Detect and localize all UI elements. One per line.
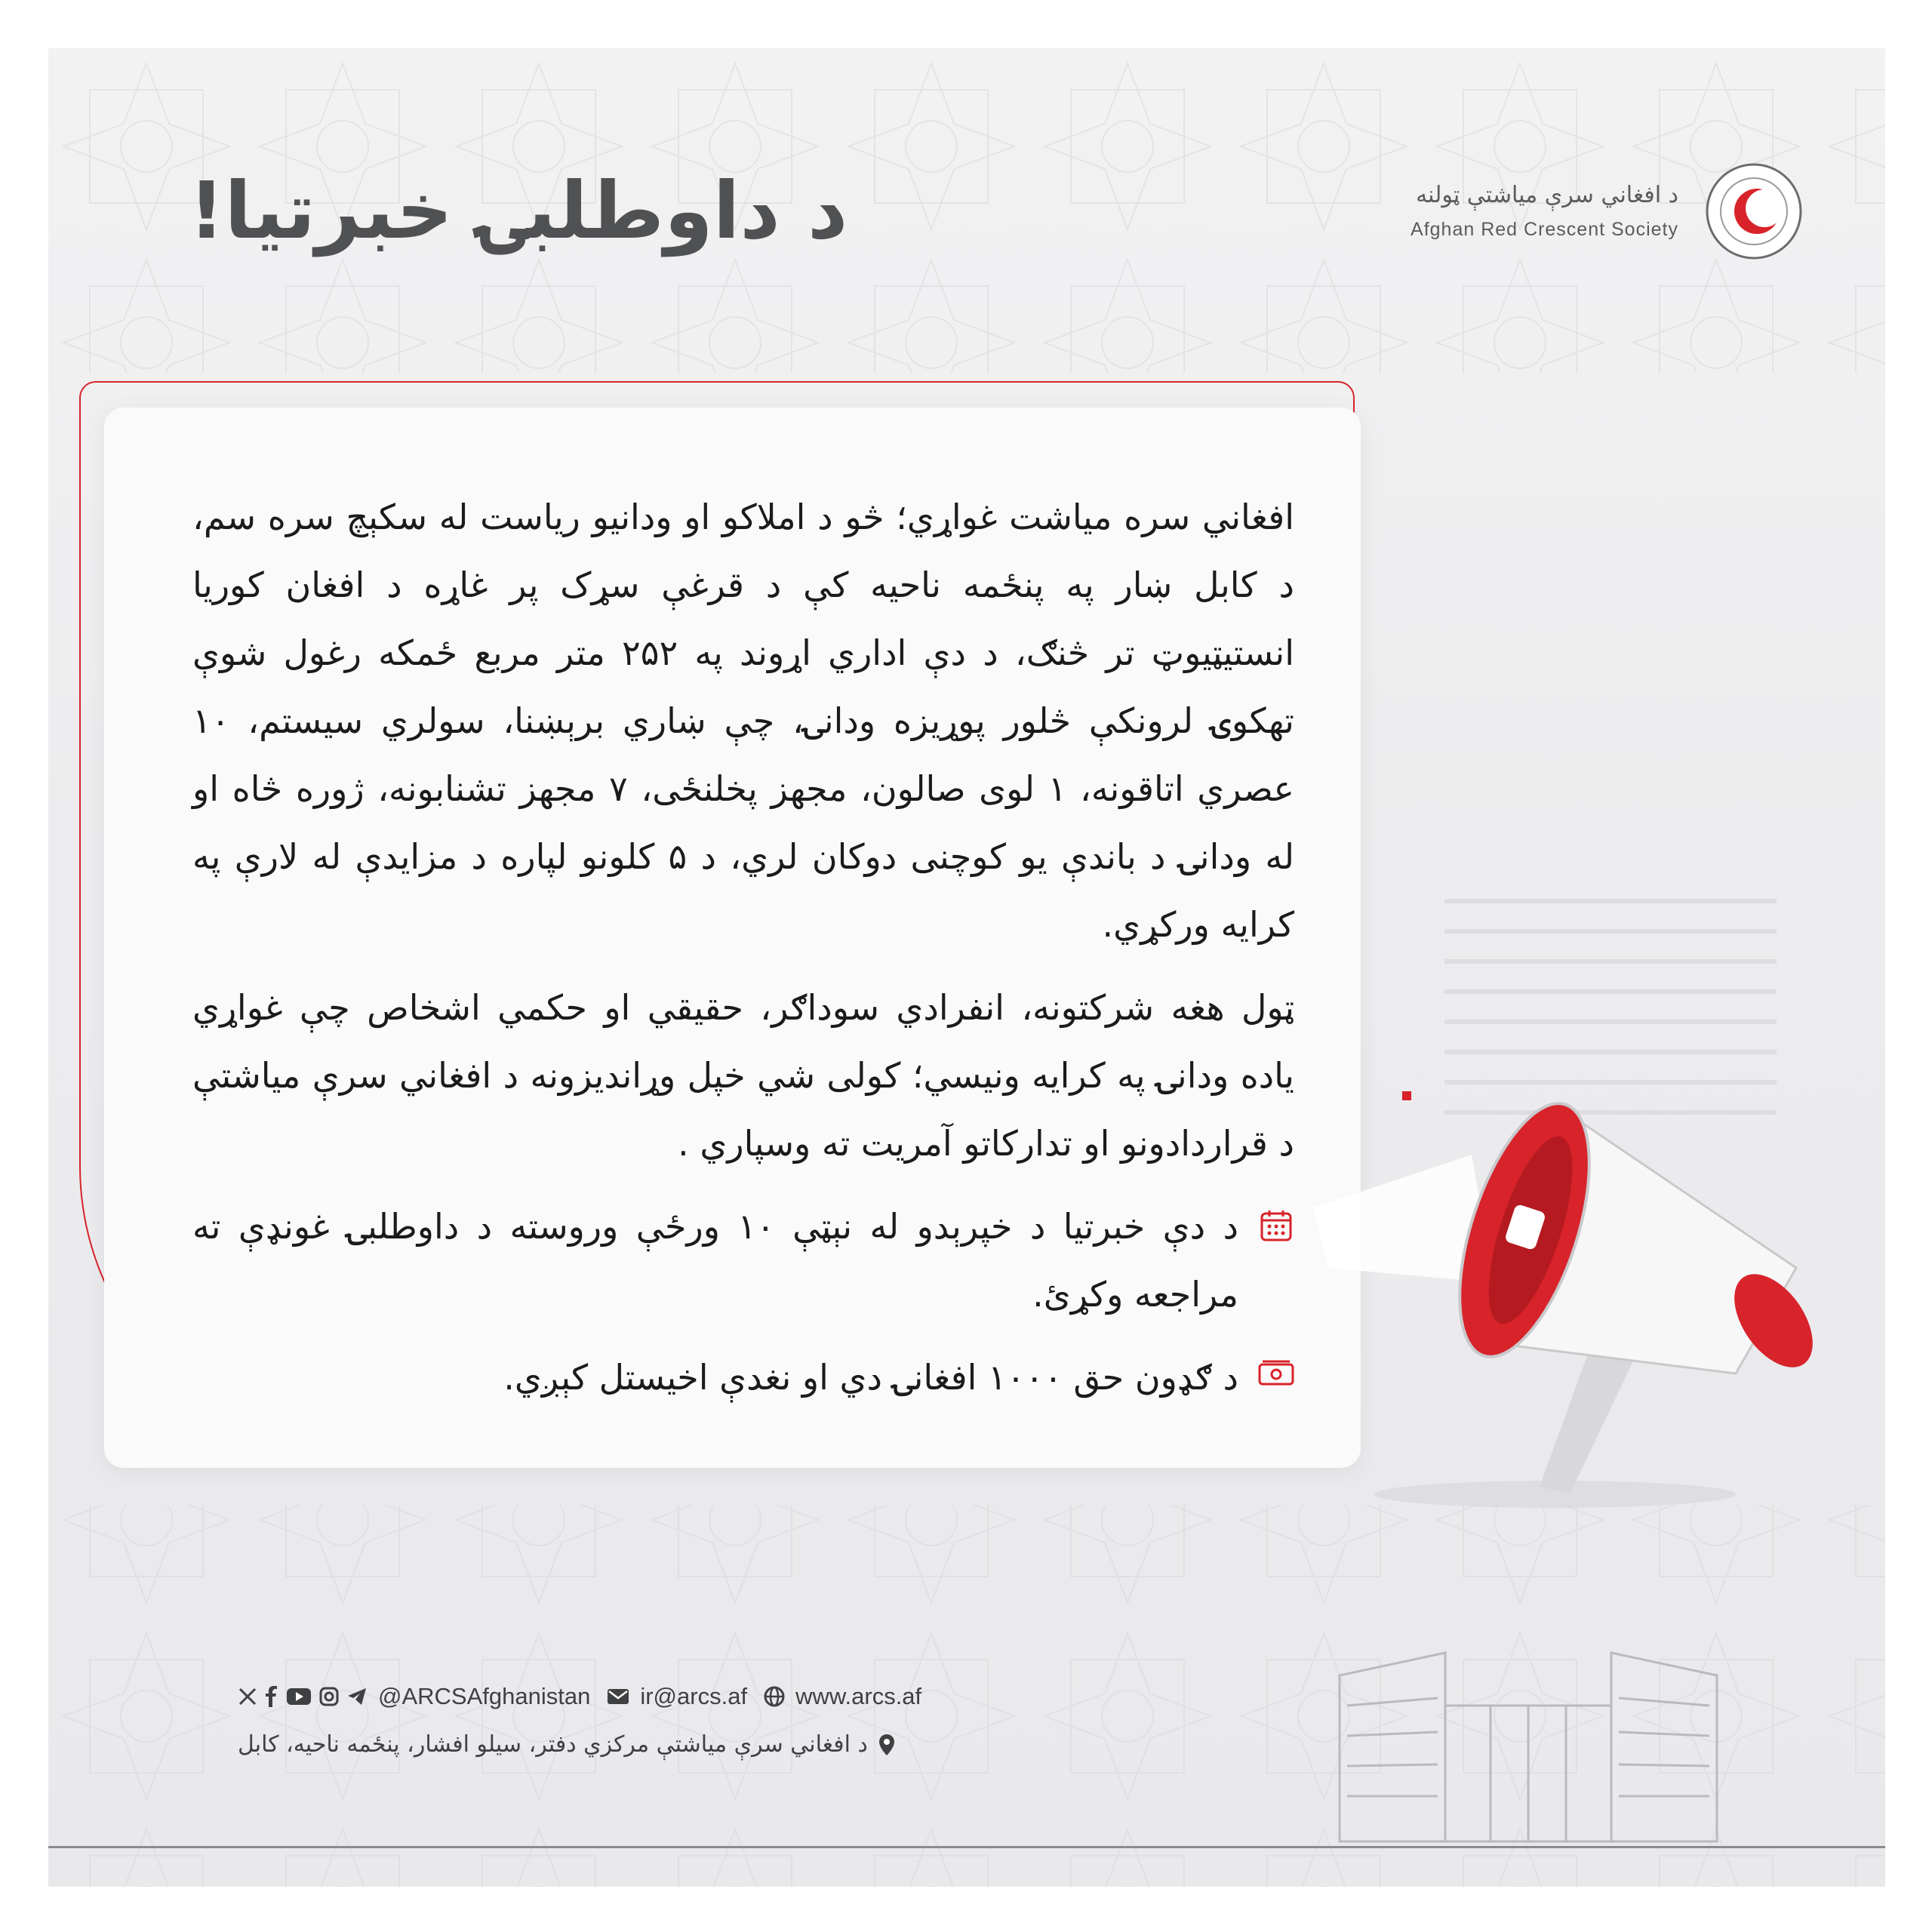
website-url[interactable]: www.arcs.af: [795, 1683, 922, 1709]
page-title: د داوطلبۍ خبرتیا!: [189, 165, 848, 257]
social-handle[interactable]: @ARCSAfghanistan: [378, 1683, 591, 1709]
footer-contacts: [238, 1683, 992, 1710]
facebook-icon[interactable]: [265, 1686, 278, 1707]
red-crescent-emblem-icon: [1704, 162, 1804, 261]
notice-paragraph-2: ټول هغه شرکتونه، انفرادي سوداګر، حقیقي او حکمي اشخاص چې غواړي یاده ودانۍ په کرایه ونیسي؛ کولی شي خپل وړاندیزونه د افغاني سرې میاشتې د قراردادونو او تدارکاتو آمریت ته وسپاري .: [192, 987, 1294, 1164]
notice-paragraph-1: افغاني سره میاشت غواړي؛ څو د املاکو او ودانیو ریاست له سکېچ سره سم، د کابل ښار په پنځمه ناحیه کې د قرغې سړک پر غاړه د افغان کوریا انستیټیوټ تر څنګ، د دې اداري اړوند په ۲۵۲ متر مربع ځمکه رغول شوې تهکوۍ لرونکې څلور پوړیزه ودانۍ، چې ښاري برېښنا، سولري سیستم، ۱۰ عصري اتاقونه، ۱ لوی صالون، مجهز پخلنځی، ۷ مجهز تشنابونه، ژوره څاه او له ودانۍ د باندې یو کوچنی دوکان لري، د ۵ کلونو لپاره د مزایدې له لارې په کرایه ورکړي.: [192, 497, 1295, 945]
megaphone-icon: [1313, 1041, 1841, 1509]
email-link[interactable]: [607, 1683, 747, 1710]
location-pin-icon: [878, 1734, 895, 1756]
youtube-icon[interactable]: [286, 1687, 312, 1706]
social-links: [238, 1683, 590, 1710]
globe-icon: [764, 1686, 785, 1707]
footer-address: [238, 1731, 981, 1758]
email-icon: [607, 1687, 629, 1706]
footer: [238, 1683, 992, 1758]
brand-name: [1411, 182, 1678, 241]
list-item: [192, 1192, 1294, 1328]
bullet-text-fee: د ګډون حق ۱۰۰۰ افغانۍ دي او نغدې اخیستل کېږي.: [503, 1357, 1238, 1398]
brand-logo: [1411, 162, 1804, 261]
footer-divider: [48, 1846, 1885, 1848]
telegram-icon[interactable]: [346, 1687, 368, 1706]
address-text: د افغاني سرې میاشتې مرکزي دفتر، سیلو افشار، پنځمه ناحیه، کابل: [238, 1731, 868, 1758]
x-icon[interactable]: [238, 1687, 257, 1706]
brand-name-pashto: د افغاني سرې میاشتې ټولنه: [1416, 182, 1678, 208]
bullet-text-deadline: د دې خبرتیا د خپرېدو له نېټې ۱۰ ورځې وروسته د داوطلبۍ غونډې ته مراجعه وکړئ.: [192, 1206, 1238, 1315]
email-address[interactable]: ir@arcs.af: [640, 1683, 748, 1709]
website-link[interactable]: [764, 1683, 921, 1710]
brand-name-english: Afghan Red Crescent Society: [1411, 219, 1678, 240]
notice-body: [192, 483, 1294, 1426]
social-icons: [238, 1686, 368, 1707]
cash-icon: [1258, 1360, 1294, 1387]
calendar-icon: [1258, 1209, 1294, 1242]
headquarters-building-icon: [1317, 1645, 1740, 1847]
list-item: [192, 1343, 1294, 1411]
instagram-icon[interactable]: [319, 1687, 339, 1706]
